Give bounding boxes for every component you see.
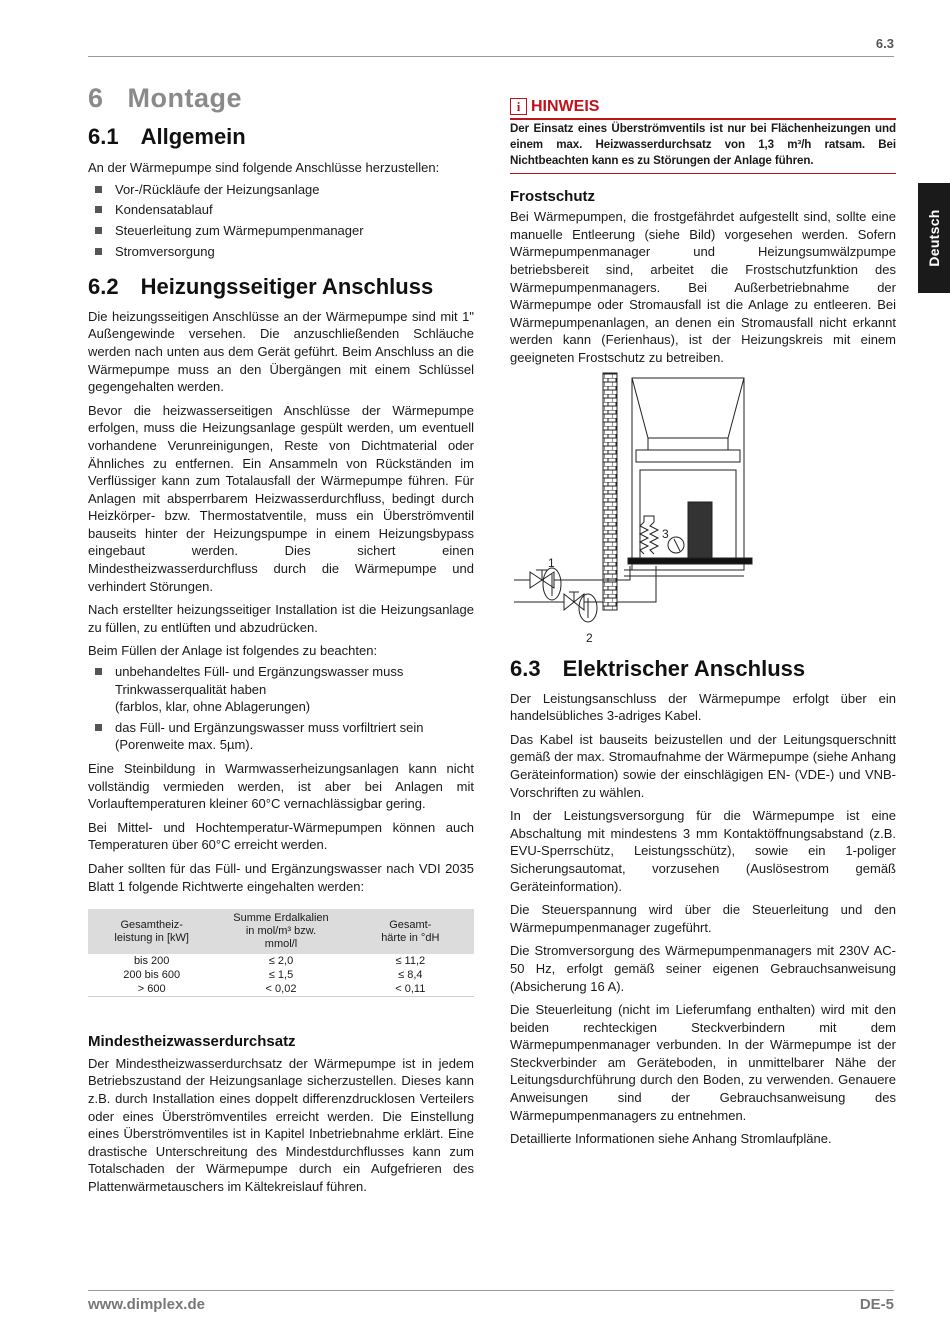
notice-text: Der Einsatz eines Überströmventils ist nur bei Flächenheizungen und einem max. Heizwasserdurchsatz von 1,3 m³/h ratsam. Bei Nichtbeachten kann es zu Störungen der Anlage führen.: [510, 121, 896, 167]
table-cell: ≤ 1,5: [268, 968, 294, 981]
table-header-cell: Gesamt- härte in °dH: [347, 909, 474, 954]
section-6-1-heading: [88, 123, 474, 149]
list-item: das Füll- und Ergänzungswasser muss vorfiltriert sein (Porenweite max. 5µm).: [88, 719, 474, 754]
table-row: [88, 968, 474, 982]
table-cell: 200 bis 600: [123, 968, 181, 981]
list-item: Steuerleitung zum Wärmepumpenmanager: [88, 222, 474, 240]
language-tab: [918, 183, 950, 293]
paragraph: Die Steuerleitung (nicht im Lieferumfang enthalten) wird mit den beiden rechteckigen Steckverbindern mit dem Wärmepumpenmanager verbunden. In der Wärmepumpe ist der Steckverbinder am Geräteboden, in unmittelbarer Nähe der Leitungsdurchführung durch den Boden, zu verwenden. Genauere Anweisungen sind der Gebrauchsanweisung des Wärmepumpenmanagers zu entnehmen.: [510, 1002, 896, 1123]
section-number: 6.1: [88, 123, 119, 149]
paragraph: Die heizungsseitigen Anschlüsse an der Wärmepumpe sind mit 1" Außengewinde versehen. Die anzuschließenden Schläuche werden nach unten aus dem Gerät geführt. Beim Anschluss an die Wärmepumpe muss an den Übergängen mit einem Schlüssel gegengehalten werden.: [88, 308, 474, 395]
running-header-section: 6.3: [875, 36, 894, 51]
notice-heading: [510, 98, 896, 116]
diagram-label-3: 3: [662, 527, 669, 541]
table-row: [88, 982, 474, 997]
notice-top-rule: [510, 118, 896, 120]
list-item: Kondensatablauf: [88, 201, 474, 219]
footer-page-number: DE-5: [859, 1296, 894, 1313]
footer-rule: [88, 1290, 894, 1291]
table-header-cell: Summe Erdalkalien in mol/m³ bzw. mmol/l: [215, 909, 346, 954]
chapter-title: Montage: [127, 83, 243, 113]
table-header-row: [88, 909, 474, 954]
info-icon: i: [510, 98, 527, 115]
right-column-lower: [510, 656, 896, 1154]
section-number: 6.2: [88, 274, 119, 300]
right-column: [510, 98, 896, 373]
section-6-2-heading: [88, 274, 474, 300]
notice-bottom-rule: [510, 173, 896, 174]
paragraph: Der Leistungsanschluss der Wärmepumpe erfolgt über ein handelsübliches 3-adriges Kabel.: [510, 690, 896, 724]
section-title: Heizungsseitiger Anschluss: [140, 274, 434, 300]
paragraph: Bevor die heizwasserseitigen Anschlüsse der Wärmepumpe erfolgen, muss die Heizungsanlage gespült werden, um eventuell vorhandene Verunreinigungen, Reste von Dichtmaterial oder Ähnliches zu entfernen. Ein Ansammeln von Rückständen im Verflüssiger kann zum Totalausfall der Wärmepumpe führen. Für Anlagen mit absperrbarem Heizwasserdurchfluss, bedingt durch Heizkörper- bzw. Thermostatventile, muss ein Überströmventil bauseits hinter der Heizungspumpe in einem Heizungsbypass eingebaut werden. Dies sichert einen Mindestheizwasserdurchfluss durch die Wärmepumpe und verhindert Störungen.: [88, 402, 474, 594]
table-cell: ≤ 8,4: [398, 968, 423, 981]
list-item-text: unbehandeltes Füll- und Ergänzungswasser muss Trinkwasserqualität haben: [115, 664, 404, 697]
footer-website: www.dimplex.de: [88, 1296, 205, 1313]
table-cell: ≤ 11,2: [395, 954, 426, 967]
list-item-subtext: (farblos, klar, ohne Ablagerungen): [115, 699, 311, 715]
table-cell: ≤ 2,0: [268, 954, 294, 967]
heat-pump-unit: [514, 378, 752, 622]
chapter-heading: [88, 83, 474, 113]
paragraph: Das Kabel ist bauseits beizustellen und der Leitungsquerschnitt gemäß der max. Stromaufnahme der Wärmepumpe (siehe Anhang Geräteinformation) sowie der einschlägigen EN- (VDE-) und VNB-Vorschriften zu wählen.: [510, 731, 896, 800]
diagram-label-2: 2: [586, 631, 593, 645]
table-cell: bis 200: [133, 954, 170, 967]
language-tab-label: Deutsch: [926, 209, 942, 267]
table-row: [88, 954, 474, 968]
paragraph: Beim Füllen der Anlage ist folgendes zu beachten:: [88, 643, 378, 659]
paragraph: Eine Steinbildung in Warmwasserheizungsanlagen kann nicht vollständig vermieden werden, ist aber bei Anlagen mit Vorlauftemperaturen kleiner 60°C vernachlässigbar gering.: [88, 761, 474, 812]
paragraph: Bei Wärmepumpen, die frostgefährdet aufgestellt sind, sollte eine manuelle Entleerung (siehe Bild) vorgesehen werden. Sofern Wärmepumpenmanager und Heizungsumwälzpumpe betriebsbereit sind, arbeitet die Frostschutzfunktion des Wärmepumpenmanagers. Bei Außerbetriebnahme der Wärmepumpe oder Stromausfall ist die Anlage zu entleeren. Bei Wärmepumpenanlagen, an denen ein Stromausfall nicht erkannt werden kann (Ferienhaus), ist der Heizungskreis mit einem geeigneten Frostschutz zu betreiben.: [510, 209, 896, 365]
list-item: [88, 663, 474, 716]
list-item: Stromversorgung: [88, 243, 474, 261]
paragraph: Daher sollten für das Füll- und Ergänzungswasser nach VDI 2035 Blatt 1 folgende Richtwerte eingehalten werden:: [88, 860, 474, 894]
water-hardness-table: [88, 909, 474, 997]
table-header-cell: Gesamtheiz- leistung in [kW]: [88, 909, 215, 954]
diagram-label-1: 1: [548, 556, 555, 570]
paragraph: Nach erstellter heizungsseitiger Installation ist die Heizungsanlage zu füllen, zu entlüften und abzudrücken.: [88, 602, 474, 635]
section-title: Elektrischer Anschluss: [562, 656, 806, 681]
paragraph: Die Steuerspannung wird über die Steuerleitung und den Wärmepumpenmanager zugeführt.: [510, 902, 896, 935]
frost-drain-diagram: [508, 370, 758, 650]
left-column: [88, 83, 474, 1202]
connection-list: [88, 181, 474, 260]
filling-list: [88, 663, 474, 754]
table-cell: < 0,11: [395, 982, 426, 995]
paragraph: In der Leistungsversorgung für die Wärmepumpe ist eine Abschaltung mit mindestens 3 mm Kontaktöffnungsabstand (z.B. EVU-Sperrschütz, Leistungsschütz), sowie ein 1-poliger Sicherungsautomat, vorzusehen (Auslösestrom gemäß Geräteinformation).: [510, 808, 896, 894]
min-flow-heading: Mindestheizwasserdurchsatz: [88, 1033, 296, 1051]
chapter-number: 6: [88, 83, 104, 113]
list-item: Vor-/Rückläufe der Heizungsanlage: [88, 181, 474, 199]
frost-heading: Frostschutz: [510, 187, 596, 205]
paragraph: An der Wärmepumpe sind folgende Anschlüsse herzustellen:: [88, 160, 440, 176]
table-cell: > 600: [137, 982, 166, 995]
paragraph: Die Stromversorgung des Wärmepumpenmanagers mit 230V AC-50 Hz, erfolgt gemäß seiner eigenen Gebrauchsanweisung (Absicherung 16 A).: [510, 943, 896, 994]
paragraph: Bei Mittel- und Hochtemperatur-Wärmepumpen können auch Temperaturen über 60°C erreicht werden.: [88, 819, 474, 853]
paragraph: Detaillierte Informationen siehe Anhang Stromlaufpläne.: [510, 1131, 832, 1147]
notice-title: HINWEIS: [531, 98, 600, 115]
wall: [603, 373, 617, 610]
section-title: Allgemein: [140, 123, 246, 149]
header-rule: [88, 56, 894, 57]
section-6-3-heading: [510, 656, 896, 681]
paragraph: Der Mindestheizwasserdurchsatz der Wärmepumpe ist in jedem Betriebszustand der Heizungsanlage sicherzustellen. Dieses kann z.B. durch Installation eines doppelt differenzdrucklosen Verteilers oder eines Überströmventiles erreicht werden. Die Einstellung eines Überströmventiles ist in Kapitel Inbetriebnahme erklärt. Eine drastische Unterschreitung des Mindestdurchflusses kann zum Totalschaden der Wärmepumpe durch ein Aufgefrieren des Plattenwärmetauschers im Kältekreislauf führen.: [88, 1055, 474, 1194]
section-number: 6.3: [510, 656, 541, 681]
table-cell: < 0,02: [265, 982, 297, 995]
